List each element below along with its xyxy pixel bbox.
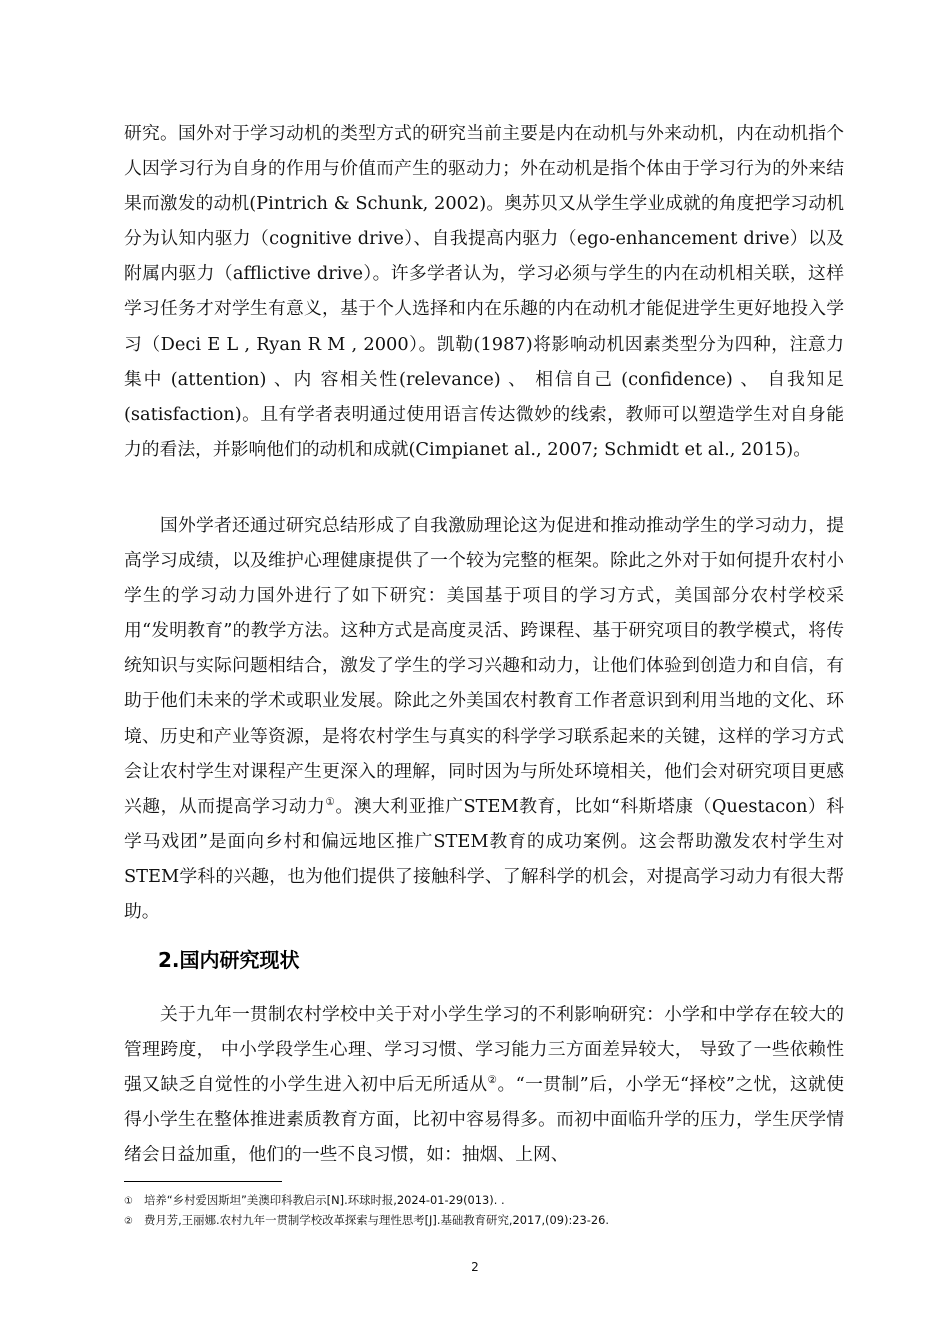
paragraph-text-tail: 。澳大利亚推广STEM教育，比如“科斯塔康（Questacon）科学马戏团”是面向乡村和偏远地区推广STEM教育的成功案例。这会帮助激发农村学生对STEM学科的兴趣，也为他们提供了接触科学、了解科学的机会，对提高学习动力有很大帮助。 bbox=[124, 795, 844, 923]
paragraph-text: 关于九年一贯制农村学校中关于对小学生学习的不利影响研究：小学和中学存在较大的管理跨度， 中小学段学生心理、学习习惯、学习能力三方面差异较大， 导致了一些依赖性强又缺乏自觉性的小学生进入初中后无所适从 bbox=[124, 1004, 844, 1096]
footnote-reference-2[interactable]: ② bbox=[487, 1073, 498, 1087]
footnote-text: 费月芳,王丽娜.农村九年一贯制学校改革探索与理性思考[J].基础教育研究,2017,(09):23-26. bbox=[144, 1213, 609, 1227]
page-number: 2 bbox=[471, 1260, 479, 1274]
body-paragraph-1 bbox=[124, 116, 844, 467]
footnote-mark: ① bbox=[124, 1196, 133, 1207]
footnote-text: 培养“乡村爱因斯坦”美澳印科教启示[N].环球时报,2024-01-29(013). . bbox=[144, 1193, 505, 1207]
body-paragraph-2 bbox=[124, 508, 844, 929]
section-heading: 2.国内研究现状 bbox=[158, 948, 300, 972]
body-paragraph-3 bbox=[124, 997, 844, 1172]
footnote-mark: ② bbox=[124, 1216, 133, 1227]
footnote-divider bbox=[124, 1181, 282, 1182]
paragraph-text: 国外学者还通过研究总结形成了自我激励理论这为促进和推动推动学生的学习动力，提高学习成绩，以及维护心理健康提供了一个较为完整的框架。除此之外对于如何提升农村小学生的学习动力国外进行了如下研究：美国基于项目的学习方式，美国部分农村学校采用“发明教育”的教学方法。这种方式是高度灵活、跨课程、基于研究项目的教学模式，将传统知识与实际问题相结合，激发了学生的学习兴趣和动力，让他们体验到创造力和自信，有助于他们未来的学术或职业发展。除此之外美国农村教育工作者意识到利用当地的文化、环境、历史和产业等资源，是将农村学生与真实的科学学习联系起来的关键，这样的学习方式会让农村学生对课程产生更深入的理解，同时因为与所处环境相关，他们会对研究项目更感兴趣，从而提高学习动力 bbox=[124, 515, 844, 817]
paragraph-text: 研究。国外对于学习动机的类型方式的研究当前主要是内在动机与外来动机，内在动机指个人因学习行为自身的作用与价值而产生的驱动力；外在动机是指个体由于学习行为的外来结果而激发的动机(Pintrich & Schunk, 2002)。奥苏贝又从学生学业成就的角度把学习动机分为认知内驱力（cognitive drive）、自我提高内驱力（ego-enhancement drive）以及附属内驱力（afflictive drive）。许多学者认为，学习必须与学生的内在动机相关联，这样学习任务才对学生有意义，基于个人选择和内在乐趣的内在动机才能促进学生更好地投入学习（Deci E L , Ryan R M , 2000）。凯勒(1987)将影响动机因素类型分为四种，注意力集中 (attention) 、内 容相关性(relevance) 、 相信自己 (confidence) 、 自我知足(satisfaction)。且有学者表明通过使用语言传达微妙的线索，教师可以塑造学生对自身能力的看法，并影响他们的动机和成就(Cimpianet al., 2007; Schmidt et al., 2015)。 bbox=[124, 123, 844, 460]
footnote-1 bbox=[124, 1192, 844, 1210]
footnote-2 bbox=[124, 1212, 844, 1230]
paragraph-text-tail: 。“一贯制”后，小学无“择校”之忧，这就使得小学生在整体推进素质教育方面，比初中容易得多。而初中面临升学的压力，学生厌学情绪会日益加重，他们的一些不良习惯，如：抽烟、上网、 bbox=[124, 1074, 844, 1166]
footnote-reference-1[interactable]: ① bbox=[325, 794, 336, 808]
